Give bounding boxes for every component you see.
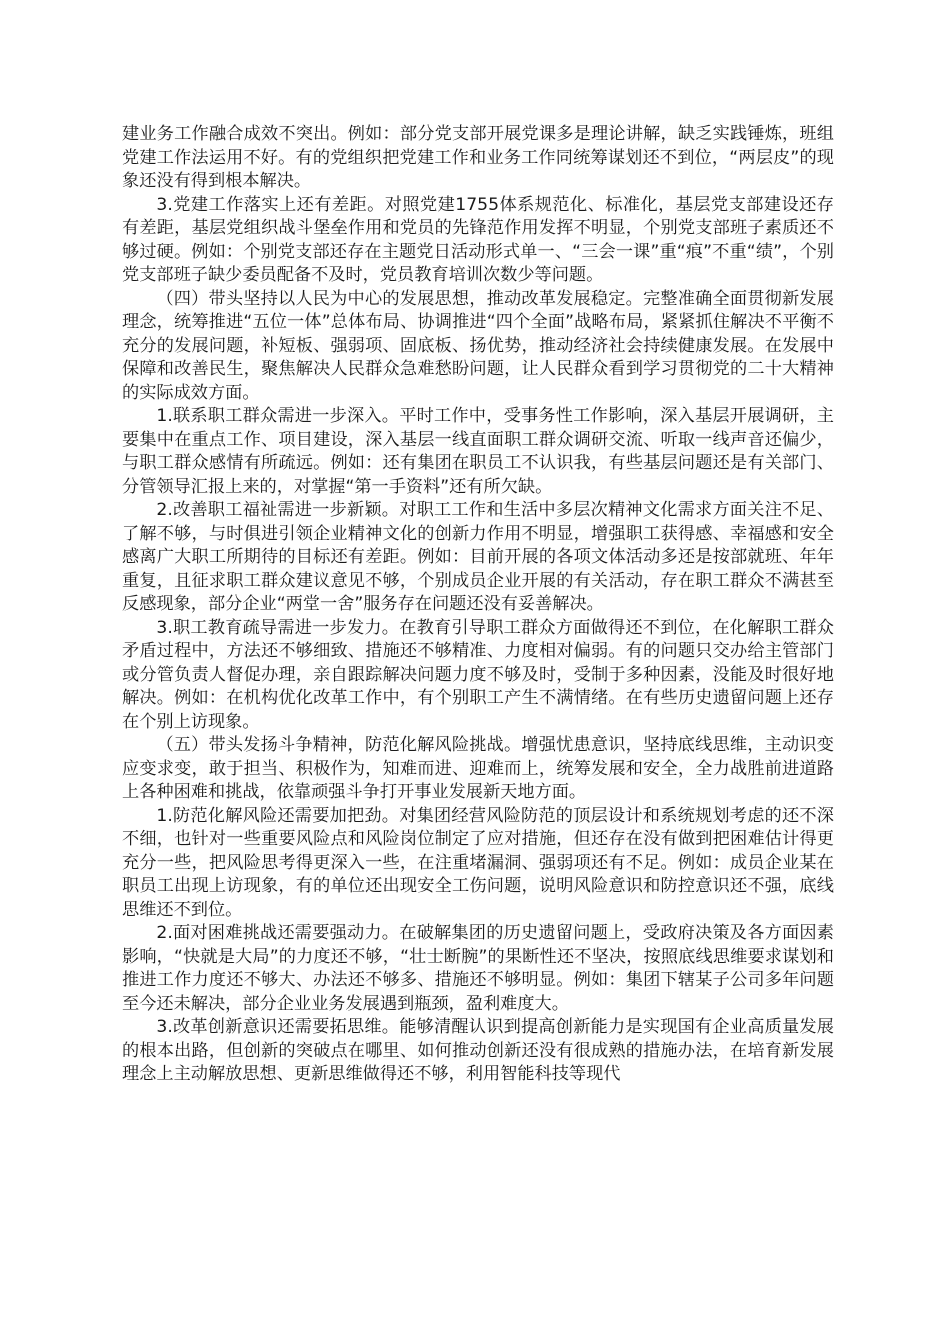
document-body	[122, 123, 834, 1087]
paragraph-section-4: （四）带头坚持以人民为中心的发展思想，推动改革发展稳定。完整准确全面贯彻新发展理念，统筹推进“五位一体”总体布局、协调推进“四个全面”战略布局，紧紧抓住解决不平衡不充分的发展问题，补短板、强弱项、固底板、扬优势，推动经济社会持续健康发展。在发展中保障和改善民生，聚焦解决人民群众急难愁盼问题，让人民群众看到学习贯彻党的二十大精神的实际成效方面。	[122, 288, 834, 403]
paragraph-item-3-innovation: 3.改革创新意识还需要拓思维。能够清醒认识到提高创新能力是实现国有企业高质量发展的根本出路，但创新的突破点在哪里、如何推动创新还没有很成熟的措施办法，在培育新发展理念上主动解放思想、更新思维做得还不够，利用智能科技等现代	[122, 1017, 834, 1084]
paragraph-item-3-party-building: 3.党建工作落实上还有差距。对照党建1755体系规范化、标准化，基层党支部建设还存有差距，基层党组织战斗堡垒作用和党员的先锋范作用发挥不明显，个别党支部班子素质还不够过硬。例如：个别党支部还存在主题党日活动形式单一、“三会一课”重“痕”不重“绩”，个别党支部班子缺少委员配备不及时，党员教育培训次数少等问题。	[122, 194, 834, 285]
paragraph-continuation: 建业务工作融合成效不突出。例如：部分党支部开展党课多是理论讲解，缺乏实践锤炼，班组党建工作法运用不好。有的党组织把党建工作和业务工作同统筹谋划还不到位，“两层皮”的现象还没有得到根本解决。	[122, 124, 834, 191]
paragraph-section-5: （五）带头发扬斗争精神，防范化解风险挑战。增强忧患意识，坚持底线思维，主动识变应变求变，敢于担当、积极作为，知难而进、迎难而上，统筹发展和安全，全力战胜前进道路上各种困难和挑战，依靠顽强斗争打开事业发展新天地方面。	[122, 735, 834, 802]
paragraph-item-1-risk-prevention: 1.防范化解风险还需要加把劲。对集团经营风险防范的顶层设计和系统规划考虑的还不深不细，也针对一些重要风险点和风险岗位制定了应对措施，但还存在没有做到把困难估计得更充分一些，把风险思考得更深入一些，在注重堵漏洞、强弱项还有不足。例如：成员企业某在职员工出现上访现象，有的单位还出现安全工伤问题，说明风险意识和防控意识还不强，底线思维还不到位。	[122, 805, 834, 920]
paragraph-item-2-worker-welfare: 2.改善职工福祉需进一步新颖。对职工工作和生活中多层次精神文化需求方面关注不足、了解不够，与时俱进引领企业精神文化的创新力作用不明显，增强职工获得感、幸福感和安全感离广大职工所期待的目标还有差距。例如：目前开展的各项文体活动多还是按部就班、年年重复，且征求职工群众建议意见不够，个别成员企业开展的有关活动，存在职工群众不满甚至反感现象，部分企业“两堂一舍”服务存在问题还没有妥善解决。	[122, 500, 834, 614]
paragraph-item-1-contact-workers: 1.联系职工群众需进一步深入。平时工作中，受事务性工作影响，深入基层开展调研，主要集中在重点工作、项目建设，深入基层一线直面职工群众调研交流、听取一线声音还偏少，与职工群众感情有所疏远。例如：还有集团在职员工不认识我，有些基层问题还是有关部门、分管领导汇报上来的，对掌握“第一手资料”还有所欠缺。	[122, 406, 834, 497]
paragraph-item-2-difficulties: 2.面对困难挑战还需要强动力。在破解集团的历史遗留问题上，受政府决策及各方面因素影响，“快就是大局”的力度还不够，“壮士断腕”的果断性还不坚决，按照底线思维要求谋划和推进工作力度还不够大、办法还不够多、措施还不够明显。例如：集团下辖某子公司多年问题至今还未解决，部分企业业务发展遇到瓶颈，盈利难度大。	[122, 923, 834, 1014]
paragraph-item-3-worker-education: 3.职工教育疏导需进一步发力。在教育引导职工群众方面做得还不到位，在化解职工群众矛盾过程中，方法还不够细致、措施还不够精准、力度相对偏弱。有的问题只交办给主管部门或分管负责人督促办理，亲自跟踪解决问题力度不够及时，受制于多种因素，没能及时很好地解决。例如：在机构优化改革工作中，有个别职工产生不满情绪。在有些历史遗留问题上还存在个别上访现象。	[122, 617, 834, 732]
